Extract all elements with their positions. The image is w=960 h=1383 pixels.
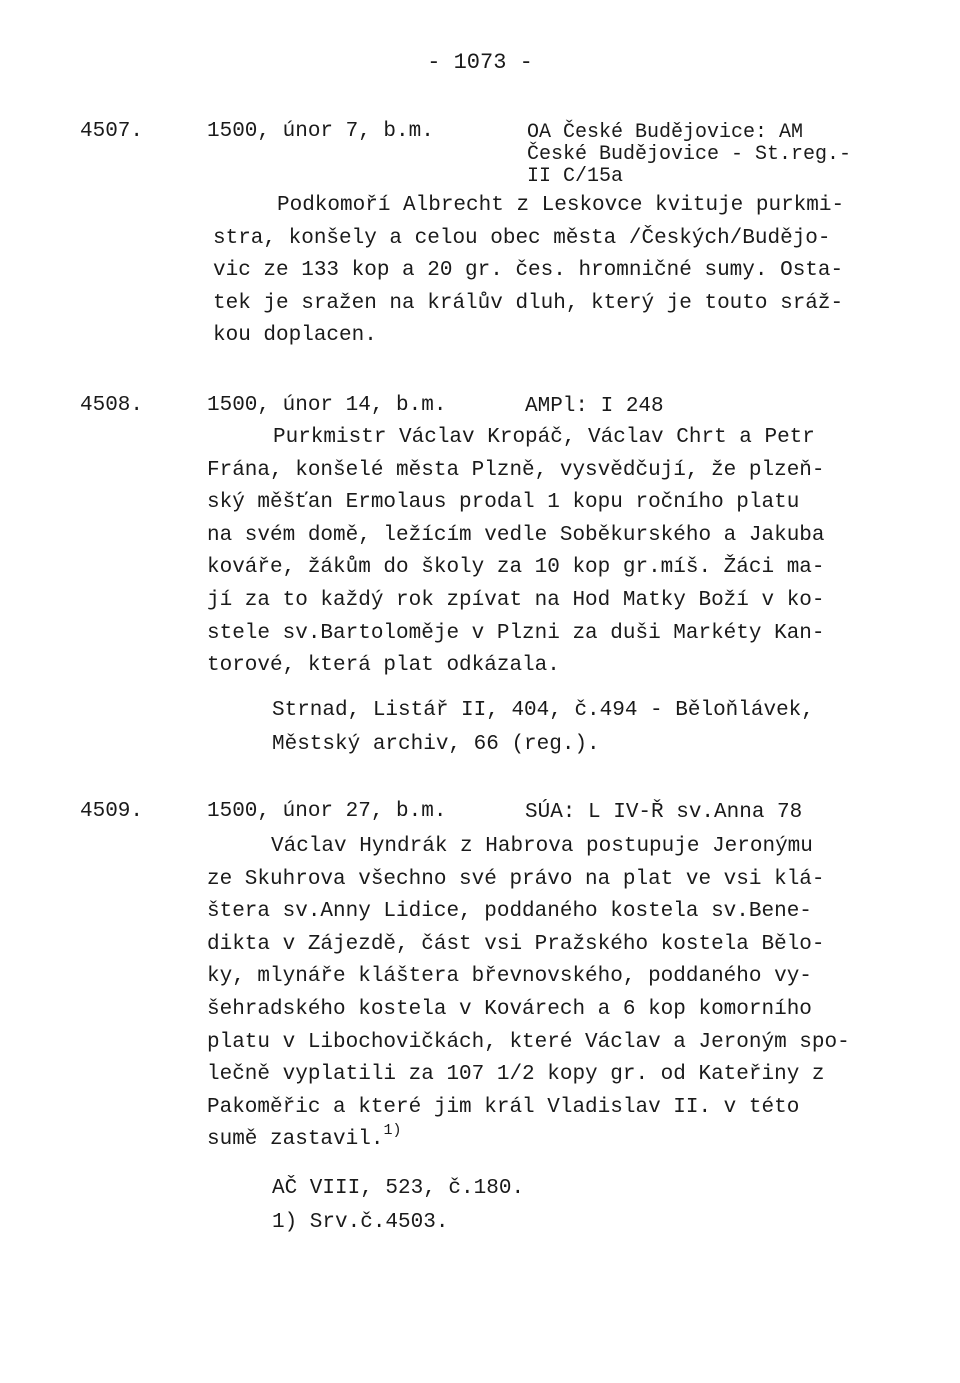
text-line: torové, která plat odkázala.	[207, 654, 560, 678]
text-line: jí za to každý rok zpívat na Hod Matky Boží v ko-	[207, 588, 825, 612]
entry-text	[207, 831, 850, 1158]
entry-date: 1500, únor 7, b.m.	[207, 120, 434, 143]
text-line: dikta v Zájezdě, část vsi Pražského kostela Bělo-	[207, 932, 825, 956]
text-line: na svém domě, ležícím vedle Soběkurského a Jakuba	[207, 523, 825, 547]
text-line: šehradského kostela v Kovárech a 6 kop komorního	[207, 997, 812, 1021]
citation-line: Městský archiv, 66 (reg.).	[272, 733, 600, 756]
page-number: - 1073 -	[427, 50, 533, 75]
entry-citation	[272, 1172, 524, 1240]
text-line: Václav Hyndrák z Habrova postupuje Jeronýmu	[271, 835, 813, 858]
entry-source	[527, 122, 851, 188]
entry-number: 4507.	[80, 120, 144, 143]
entry-date: 1500, únor 14, b.m.	[207, 394, 447, 417]
text-line: tek je sražen na králův dluh, který je touto sráž-	[213, 291, 844, 315]
entry-text	[207, 190, 844, 353]
source-line: II C/15a	[527, 165, 624, 188]
footnote-line: 1) Srv.č.4503.	[272, 1211, 449, 1234]
entry-date: 1500, únor 27, b.m.	[207, 800, 447, 823]
entry-number: 4509.	[80, 800, 144, 823]
source-line: SÚA: L IV-Ř sv.Anna 78	[525, 801, 803, 824]
citation-line: AČ VIII, 523, č.180.	[272, 1177, 525, 1200]
text-line: stele sv.Bartoloměje v Plzni za duši Markéty Kan-	[207, 621, 825, 645]
entry-source	[525, 396, 664, 418]
text-line: kou doplacen.	[213, 324, 377, 348]
text-line: štera sv.Anny Lidice, poddaného kostela sv.Bene-	[207, 900, 812, 924]
text-line-content: sumě zastavil.	[207, 1128, 384, 1152]
footnote-marker: 1)	[383, 1122, 402, 1140]
citation-line: Strnad, Listář II, 404, č.494 - Běloňlávek,	[272, 699, 814, 722]
entry-citation	[272, 694, 814, 762]
text-line: vic ze 133 kop a 20 gr. čes. hromničné sumy. Osta-	[213, 259, 844, 283]
entry-number: 4508.	[80, 394, 144, 417]
text-line: lečně vyplatili za 107 1/2 kopy gr. od Kateřiny z	[207, 1063, 825, 1087]
entry-text	[207, 422, 825, 683]
source-line: České Budějovice - St.reg.-	[527, 143, 852, 166]
text-line: ky, mlynáře kláštera břevnovského, poddaného vy-	[207, 965, 812, 989]
text-line	[207, 1124, 850, 1158]
text-line: kováře, žákům do školy za 10 kop gr.míš. Žáci ma-	[207, 556, 825, 580]
text-line: ský měšťan Ermolaus prodal 1 kopu ročního platu	[207, 491, 800, 515]
entry-source	[525, 802, 802, 824]
text-line: ze Skuhrova všechno své právo na plat ve vsi klá-	[207, 867, 825, 891]
text-line: stra, konšely a celou obec města /Českých/Budějo-	[213, 226, 831, 250]
source-line: AMPl: I 248	[525, 395, 664, 418]
text-line: platu v Libochovičkách, které Václav a Jeroným spo-	[207, 1030, 850, 1054]
text-line: Purkmistr Václav Kropáč, Václav Chrt a Petr	[273, 426, 815, 449]
text-line: Frána, konšelé města Plzně, vysvědčují, že plzeň-	[207, 458, 825, 482]
source-line: OA České Budějovice: AM	[527, 121, 804, 144]
text-line: Pakoměřic a které jim král Vladislav II. v této	[207, 1095, 800, 1119]
text-line: Podkomoří Albrecht z Leskovce kvituje purkmi-	[277, 194, 845, 217]
